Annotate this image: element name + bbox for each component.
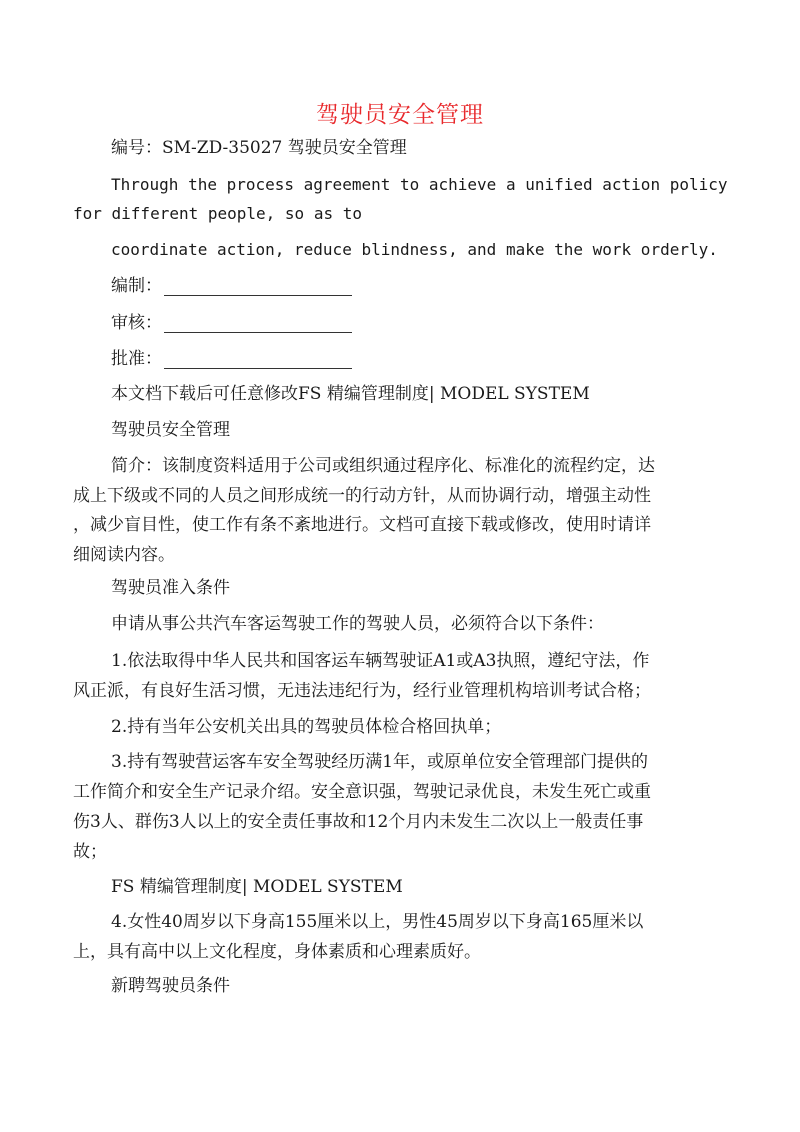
- download-note: 本文档下载后可任意修改FS 精编管理制度| MODEL SYSTEM: [111, 384, 590, 404]
- section-subtitle: 驾驶员安全管理: [111, 420, 230, 440]
- signature-review-blank[interactable]: [164, 316, 352, 333]
- footer-mark: FS 精编管理制度| MODEL SYSTEM: [111, 877, 403, 897]
- section-heading-new-hire-conditions: 新聘驾驶员条件: [111, 976, 230, 996]
- requirement-3-line-3: 伤3人、群伤3人以上的安全责任事故和12个月内未发生二次以上一般责任事: [73, 812, 644, 832]
- signature-prepare: [111, 276, 352, 296]
- signature-approve: [111, 349, 352, 369]
- requirement-3-line-4: 故；: [73, 842, 107, 862]
- requirement-2: 2.持有当年公安机关出具的驾驶员体检合格回执单；: [111, 717, 502, 737]
- signature-prepare-label: 编制：: [111, 276, 162, 296]
- signature-approve-blank[interactable]: [164, 352, 352, 369]
- requirement-3-line-1: 3.持有驾驶营运客车安全驾驶经历满1年，或原单位安全管理部门提供的: [111, 752, 649, 772]
- intro-paragraph-line-3: ，减少盲目性，使工作有条不紊地进行。文档可直接下载或修改，使用时请详: [73, 515, 651, 535]
- english-intro-line-1: Through the process agreement to achieve a unified action policy: [111, 175, 728, 194]
- intro-paragraph-line-1: 简介：该制度资料适用于公司或组织通过程序化、标准化的流程约定，达: [111, 456, 655, 476]
- section-heading-entry-conditions: 驾驶员准入条件: [111, 578, 230, 598]
- english-intro-line-2: for different people, so as to: [73, 204, 362, 223]
- signature-review: [111, 313, 352, 333]
- english-intro-line-3: coordinate action, reduce blindness, and make the work orderly.: [111, 240, 718, 259]
- requirement-4-line-1: 4.女性40周岁以下身高155厘米以上，男性45周岁以下身高165厘米以: [111, 912, 644, 932]
- requirement-4-line-2: 上，具有高中以上文化程度，身体素质和心理素质好。: [73, 942, 481, 962]
- requirements-intro: 申请从事公共汽车客运驾驶工作的驾驶人员，必须符合以下条件：: [111, 614, 604, 634]
- intro-paragraph-line-4: 细阅读内容。: [73, 545, 175, 565]
- requirement-1-line-2: 风正派，有良好生活习惯，无违法违纪行为，经行业管理机构培训考试合格；: [73, 681, 651, 701]
- intro-paragraph-line-2: 成上下级或不同的人员之间形成统一的行动方针，从而协调行动，增强主动性: [73, 486, 651, 506]
- signature-review-label: 审核：: [111, 313, 162, 333]
- signature-approve-label: 批准：: [111, 349, 162, 369]
- requirement-1-line-1: 1.依法取得中华人民共和国客运车辆驾驶证A1或A3执照，遵纪守法，作: [111, 651, 650, 671]
- requirement-3-line-2: 工作简介和安全生产记录介绍。安全意识强，驾驶记录优良，未发生死亡或重: [73, 782, 651, 802]
- document-title: 驾驶员安全管理: [316, 102, 484, 128]
- document-code-line: 编号：SM-ZD-35027 驾驶员安全管理: [111, 138, 407, 158]
- signature-prepare-blank[interactable]: [164, 279, 352, 296]
